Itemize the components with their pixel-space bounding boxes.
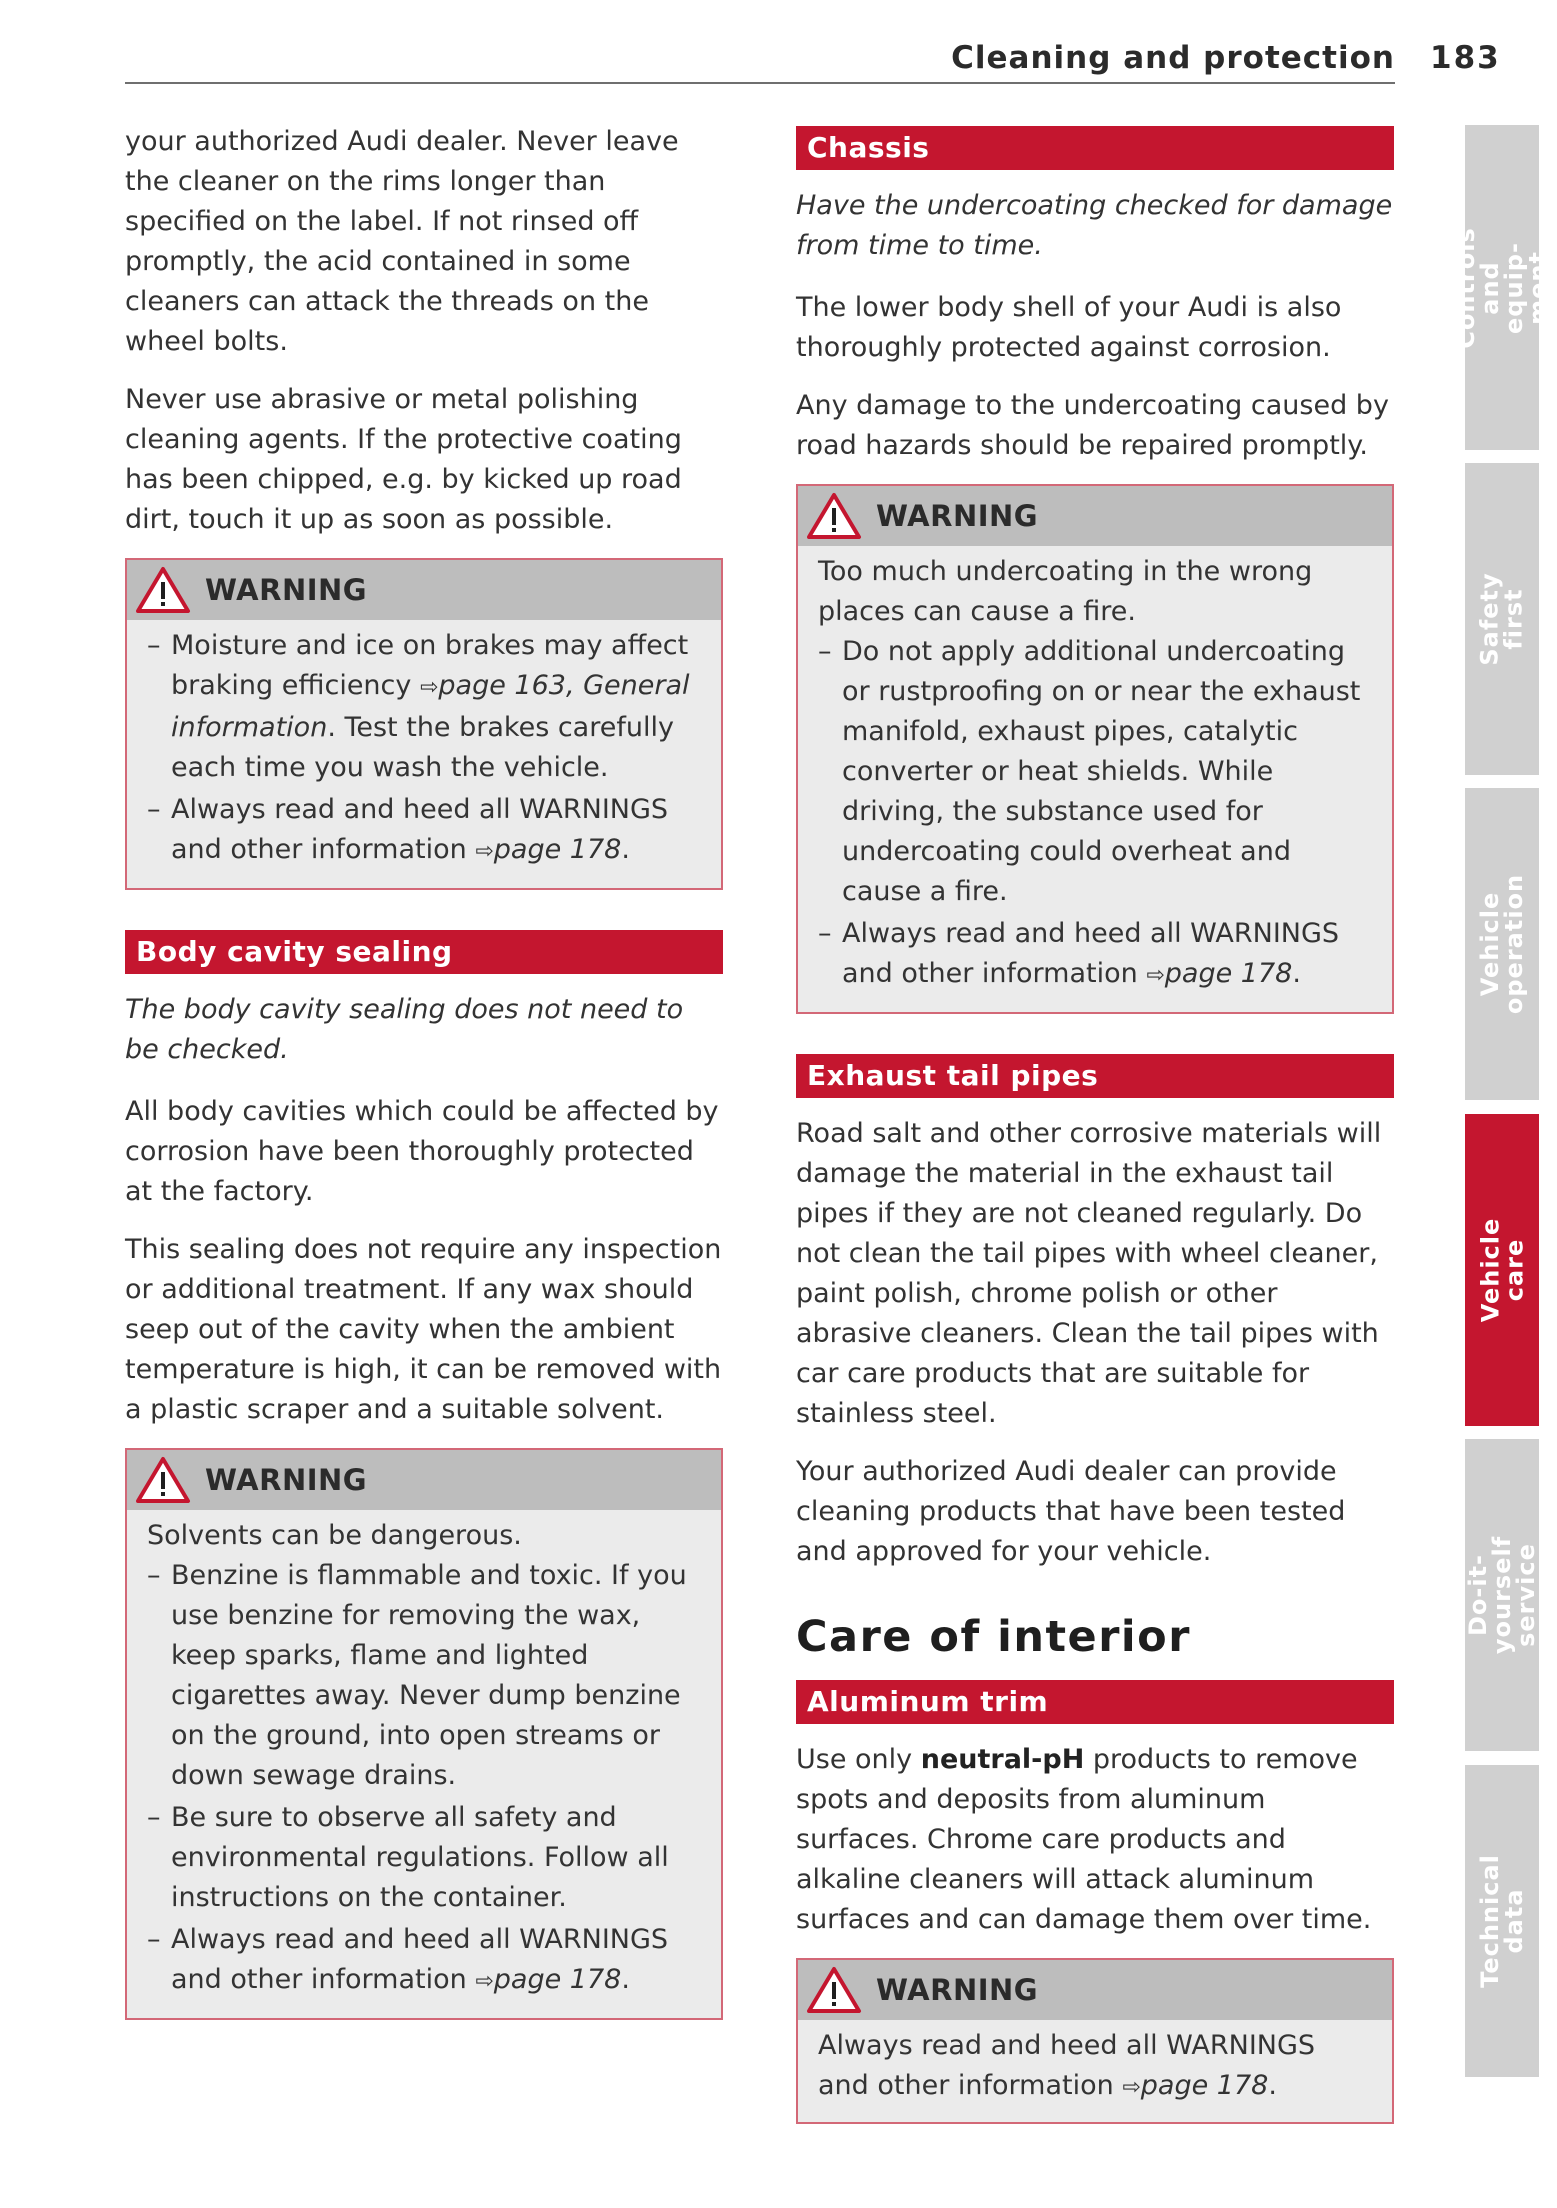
chapter-tab-technical-data[interactable]: [1465, 1765, 1539, 2077]
page-header: [125, 38, 1395, 84]
chapter-tab-controls[interactable]: [1452, 125, 1552, 450]
left-column: [125, 122, 723, 2038]
chapter-tab-diy-service[interactable]: [1465, 1439, 1539, 1751]
warning-lead: Too much undercoating in the wrong places can cause a fire.: [818, 556, 1313, 627]
chapter-tab-safety[interactable]: [1465, 463, 1539, 775]
warning-title: WARNING: [205, 1463, 368, 1497]
warning-title: WARNING: [876, 499, 1039, 533]
warning-title: WARNING: [205, 573, 368, 607]
chapter-tab-label: Safety first: [1476, 572, 1529, 666]
warning-item: – Be sure to observe all safety and environmental regulations. Follow all instructions on the container.: [147, 1798, 703, 1918]
warning-triangle-icon: [135, 566, 191, 614]
paragraph: This sealing does not require any inspection or additional treatment. If any wax should seep out of the cavity when the ambient temperature is high, it can be removed with a plastic scraper and a suitable solvent.: [125, 1234, 722, 1425]
paragraph: Road salt and other corrosive materials will damage the material in the exhaust tail pipes if they are not cleaned regularly. Do not clean the tail pipes with wheel cleaner, paint polish, chrome polish or other abrasive cleaners. Clean the tail pipes with car care products that are suitable for stainless steel.: [796, 1118, 1382, 1429]
warning-triangle-icon: [135, 1456, 191, 1504]
page-ref-arrow-icon: ⇨: [419, 675, 439, 700]
paragraph: Any damage to the undercoating caused by road hazards should be repaired promptly.: [796, 390, 1389, 461]
warning-box: [796, 484, 1394, 1014]
emphasis-text: neutral-pH: [920, 1744, 1085, 1775]
warning-triangle-icon: [806, 1966, 862, 2014]
warning-header: [127, 1450, 721, 1510]
page-ref-arrow-icon: ⇨: [475, 1969, 494, 1994]
chapter-tab-label: Controls and equip-ment: [1452, 226, 1552, 349]
chapter-tab-label: Vehicle care: [1476, 1217, 1528, 1323]
chapter-tab-label: Do-it-yourself service: [1464, 1535, 1541, 1655]
warning-lead: Solvents can be dangerous.: [147, 1520, 522, 1551]
page-number: 183: [1430, 40, 1501, 76]
page-reference-link[interactable]: page 178: [493, 834, 622, 865]
page-reference-link[interactable]: page 178: [1164, 958, 1293, 989]
warning-item: – Always read and heed all WARNINGS and other information ⇨page 178.: [818, 914, 1374, 996]
warning-item: – Always read and heed all WARNINGS and other information ⇨page 178.: [147, 790, 703, 872]
warning-title: WARNING: [876, 1973, 1039, 2007]
warning-body: [127, 1510, 721, 2018]
paragraph: The lower body shell of your Audi is also thoroughly protected against corrosion.: [796, 292, 1342, 363]
paragraph: Your authorized Audi dealer can provide cleaning products that have been tested and approved for your vehicle.: [796, 1456, 1346, 1567]
section-intro: The body cavity sealing does not need to be checked.: [125, 994, 684, 1065]
warning-triangle-icon: [806, 492, 862, 540]
page-reference-link[interactable]: page 178: [1140, 2070, 1269, 2101]
warning-body: [798, 2020, 1392, 2122]
warning-box: [125, 558, 723, 890]
page-ref-arrow-icon: ⇨: [1146, 963, 1165, 988]
section-heading: Chassis: [796, 126, 1394, 170]
warning-item: – Always read and heed all WARNINGS and other information ⇨page 178.: [147, 1920, 703, 2002]
chapter-tab-label: Technical data: [1476, 1854, 1529, 1988]
section-intro: Have the undercoating checked for damage from time to time.: [796, 190, 1393, 261]
right-column: [796, 122, 1394, 2142]
warning-box: [796, 1958, 1394, 2124]
paragraph: your authorized Audi dealer. Never leave the cleaner on the rims longer than specified on the label. If not rinsed off promptly, the acid contained in some cleaners can attack the threads on the wheel bolts.: [125, 126, 679, 357]
page-reference-link[interactable]: page 163, General information: [171, 670, 690, 743]
paragraph: All body cavities which could be affected by corrosion have been thoroughly protected at the factory.: [125, 1096, 719, 1207]
warning-header: [798, 1960, 1392, 2020]
warning-item: – Moisture and ice on brakes may affect braking efficiency ⇨page 163, General information. Test the brakes carefully each time you wash the vehicle.: [147, 626, 703, 788]
header-title: Cleaning and protection: [951, 40, 1395, 76]
section-heading: Exhaust tail pipes: [796, 1054, 1394, 1098]
warning-box: [125, 1448, 723, 2020]
warning-header: [798, 486, 1392, 546]
warning-item: – Do not apply additional undercoating or rustproofing on or near the exhaust manifold, exhaust pipes, catalytic converter or heat shields. While driving, the substance used for undercoating could overheat and cause a fire.: [818, 632, 1374, 912]
warning-header: [127, 560, 721, 620]
warning-body: [798, 546, 1392, 1012]
section-heading: Aluminum trim: [796, 1680, 1394, 1724]
warning-item: – Benzine is flammable and toxic. If you use benzine for removing the wax, keep sparks, flame and lighted cigarettes away. Never dump benzine on the ground, into open streams or down sewage drains.: [147, 1556, 703, 1796]
paragraph: Use only neutral-pH products to remove spots and deposits from aluminum surfaces. Chrome care products and alkaline cleaners will attack aluminum surfaces and can damage them over time.: [796, 1744, 1372, 1935]
page-ref-arrow-icon: ⇨: [475, 839, 494, 864]
page-reference-link[interactable]: page 178: [493, 1964, 622, 1995]
chapter-tab-operation[interactable]: [1465, 788, 1539, 1100]
chapter-tab-label: Vehicle operation: [1476, 873, 1528, 1015]
section-heading: Body cavity sealing: [125, 930, 723, 974]
paragraph: Never use abrasive or metal polishing cleaning agents. If the protective coating has been chipped, e.g. by kicked up road dirt, touch it up as soon as possible.: [125, 384, 682, 535]
warning-text: Always read and heed all WARNINGS and other information ⇨page 178.: [818, 2030, 1316, 2101]
warning-body: [127, 620, 721, 888]
page-ref-arrow-icon: ⇨: [1122, 2075, 1141, 2100]
chapter-tab-vehicle-care[interactable]: [1465, 1114, 1539, 1426]
chapter-heading: Care of interior: [796, 1612, 1191, 1662]
